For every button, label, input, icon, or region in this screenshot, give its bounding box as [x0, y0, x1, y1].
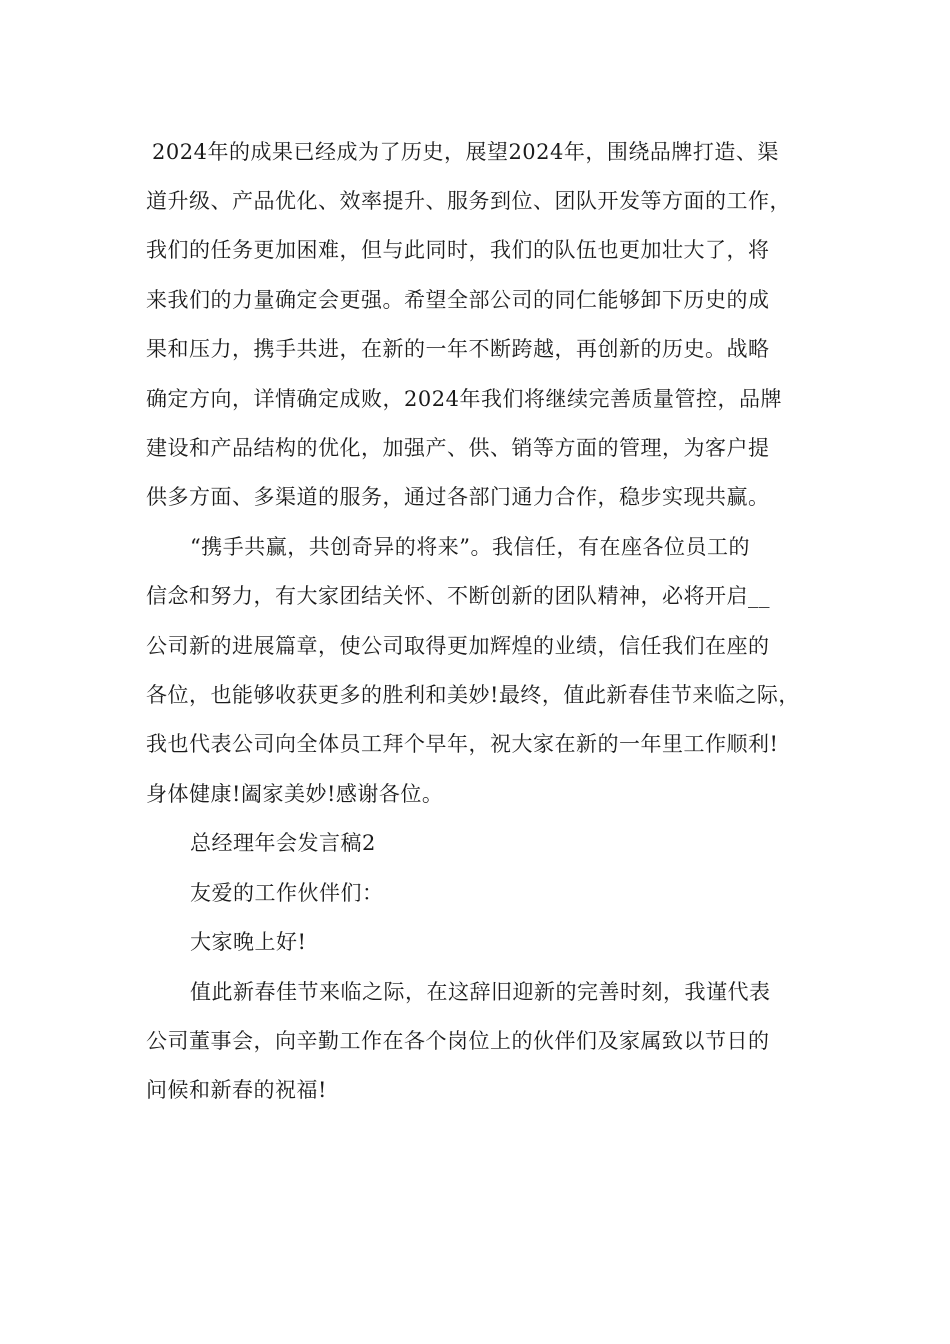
greeting: 大家晚上好!: [190, 930, 307, 954]
text-line: 问候和新春的祝福!: [146, 1078, 327, 1102]
text-line: 来我们的力量确定会更强。希望全部公司的同仁能够卸下历史的成: [146, 288, 770, 312]
text-line: 信念和努力，有大家团结关怀、不断创新的团队精神，必将开启__: [146, 584, 770, 608]
text-line: 公司董事会，向辛勤工作在各个岗位上的伙伴们及家属致以节日的: [146, 1029, 770, 1053]
salutation: 友爱的工作伙伴们：: [190, 881, 384, 905]
text-line: 身体健康!阖家美妙!感谢各位。: [146, 782, 444, 806]
text-line: 建设和产品结构的优化，加强产、供、销等方面的管理，为客户提: [146, 436, 770, 460]
text-line: 公司新的进展篇章，使公司取得更加辉煌的业绩，信任我们在座的: [146, 634, 770, 658]
text-line: 值此新春佳节来临之际，在这辞旧迎新的完善时刻，我谨代表: [190, 980, 771, 1004]
text-line: 供多方面、多渠道的服务，通过各部门通力合作，稳步实现共赢。: [146, 485, 770, 509]
text-line: 果和压力，携手共进，在新的一年不断跨越，再创新的历史。战略: [146, 337, 770, 361]
text-line: 我们的任务更加困难，但与此同时，我们的队伍也更加壮大了，将: [146, 238, 770, 262]
text-line: “携手共赢，共创奇异的将来”。我信任，有在座各位员工的: [190, 535, 750, 559]
text-line: 2024年的成果已经成为了历史，展望2024年，围绕品牌打造、渠: [152, 140, 779, 164]
section-heading: 总经理年会发言稿2: [190, 831, 376, 855]
text-line: 各位，也能够收获更多的胜利和美妙!最终，值此新春佳节来临之际，: [146, 683, 800, 707]
text-line: 我也代表公司向全体员工拜个早年，祝大家在新的一年里工作顺利!: [146, 732, 779, 756]
text-line: 确定方向，详情确定成败，2024年我们将继续完善质量管控，品牌: [146, 387, 782, 411]
text-line: 道升级、产品优化、效率提升、服务到位、团队开发等方面的工作，: [146, 189, 791, 213]
